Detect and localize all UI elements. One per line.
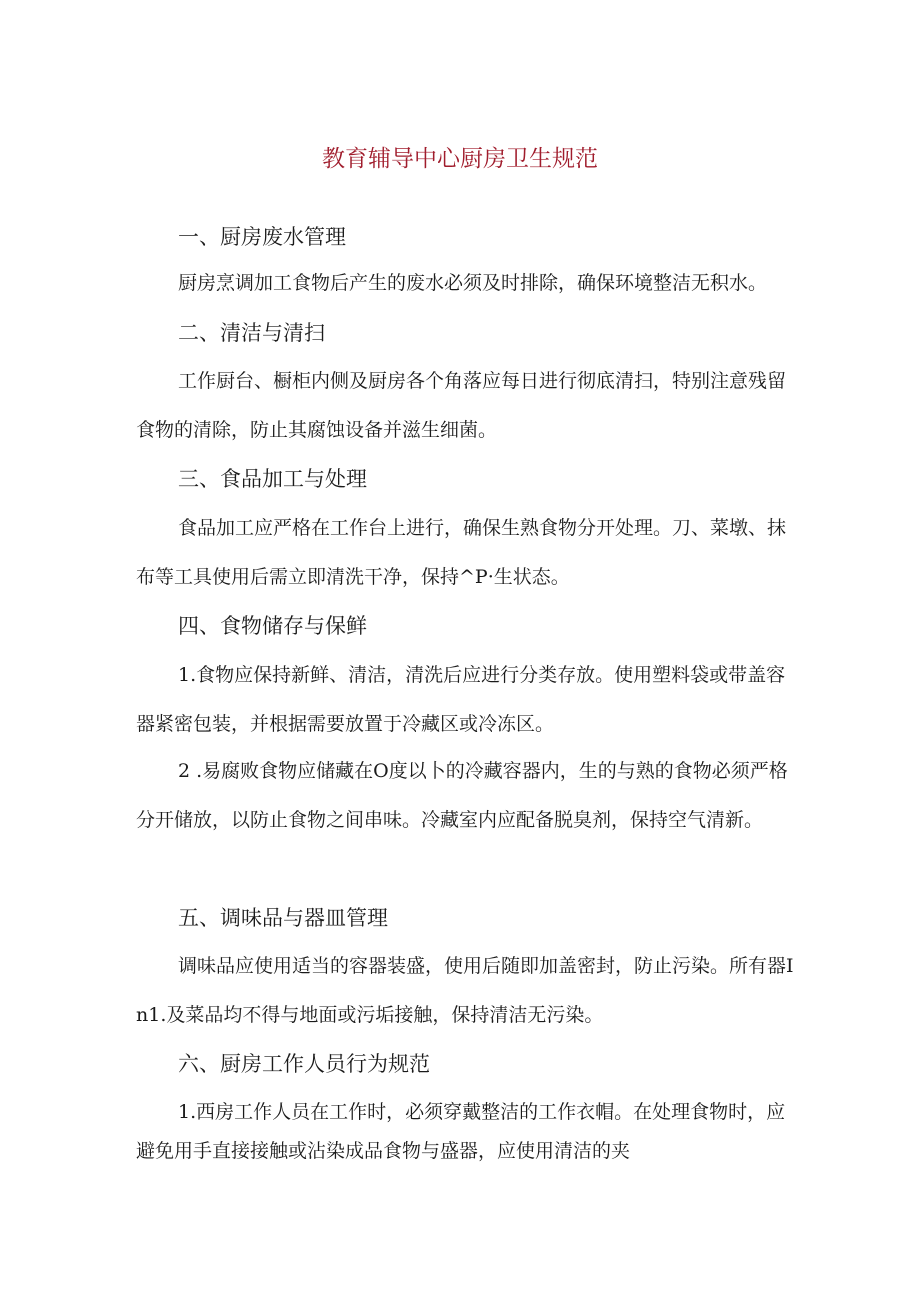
section-heading-1: 一、厨房废水管理: [178, 225, 346, 249]
section-1-paragraph-1: 厨房烹调加工食物后产生的废水必须及时排除，确保环境整洁无积水。: [178, 272, 768, 294]
section-heading-5: 五、调味品与器皿管理: [178, 906, 388, 930]
section-4-paragraph-1: 1.食物应保持新鲜、清洁，清洗后应进行分类存放。使用塑料袋或带盖容器紧密包装，并根据需要放置于冷藏区或冷冻区。: [136, 664, 786, 735]
section-5-paragraph-1: 调味品应使用适当的容器装盛，使用后随即加盖密封，防止污染。所有器In1.及菜品均不得与地面或污垢接触，保持清洁无污染。: [136, 955, 794, 1026]
section-4-paragraph-2: 2 .易腐败食物应储藏在O度以卜的冷藏容器内，生的与熟的食物必须严格分开储放，以防止食物之间串味。冷藏室内应配备脱臭剂，保持空气清新。: [136, 760, 788, 831]
section-6-paragraph-1: 1.西房工作人员在工作时，必须穿戴整洁的工作衣帽。在处理食物时，应避免用手直接接触或沾染成品食物与盛器，应使用清洁的夹: [136, 1101, 786, 1162]
section-heading-2: 二、清洁与清扫: [178, 321, 325, 345]
section-2-paragraph-1: 工作厨台、橱柜内侧及厨房各个角落应每日进行彻底清扫，特别注意残留食物的清除，防止其腐蚀设备并滋生细菌。: [136, 370, 787, 441]
section-heading-6: 六、厨房工作人员行为规范: [178, 1052, 430, 1076]
section-heading-3: 三、食品加工与处理: [178, 467, 367, 491]
section-3-paragraph-1: 食品加工应严格在工作台上进行，确保生熟食物分开处理。刀、菜墩、抹布等工具使用后需立即清洗干净，保持^P·生状态。: [136, 517, 787, 588]
document-title: 教育辅导中心厨房卫生规范: [322, 146, 598, 172]
section-heading-4: 四、食物储存与保鲜: [178, 614, 367, 638]
